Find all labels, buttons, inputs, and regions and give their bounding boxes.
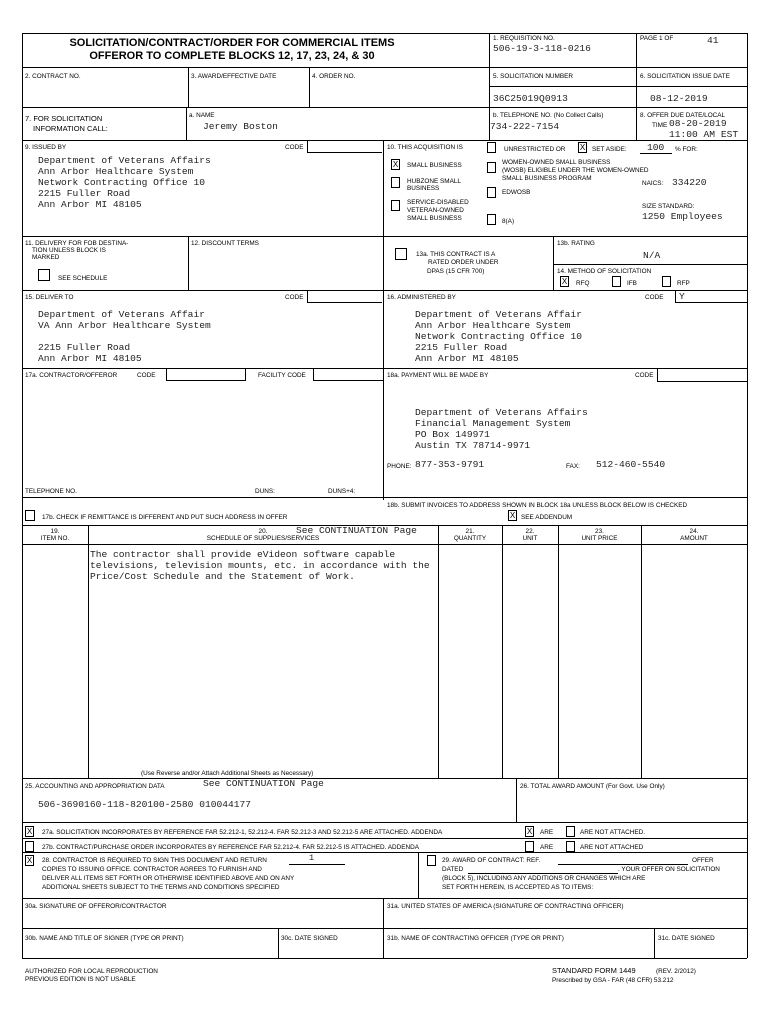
- col-unit-price: UNIT PRICE: [581, 535, 618, 542]
- payment-phone-value: 877-353-9791: [415, 459, 485, 470]
- col-quantity: QUANTITY: [453, 535, 487, 542]
- 27a-are-not-label: ARE NOT ATTACHED.: [580, 829, 645, 836]
- set-aside-checkbox[interactable]: X: [579, 143, 586, 152]
- name-value[interactable]: Jeremy Boston: [203, 121, 278, 132]
- co-date-label: 31c. DATE SIGNED: [658, 935, 715, 942]
- issued-by-line-3: Network Contracting Office 10: [38, 177, 205, 188]
- footer-previous-edition: PREVIOUS EDITION IS NOT USABLE: [25, 976, 136, 983]
- 27b-checkbox[interactable]: [25, 841, 34, 852]
- payment-fax-label: FAX:: [566, 463, 580, 470]
- 28-line-2: COPIES TO ISSUING OFFICE. CONTRACTOR AGREES TO FURNISH AND: [42, 866, 262, 873]
- col-unit-num: 22.: [525, 528, 535, 535]
- item-description-line-1: The contractor shall provide eVideon software capable: [90, 549, 396, 560]
- col-unit-price-num: 23.: [595, 528, 604, 535]
- deliver-to-line-5: Ann Arbor MI 48105: [38, 353, 142, 364]
- set-aside-percent[interactable]: 100: [647, 142, 665, 153]
- set-aside-label: SET ASIDE:: [592, 146, 627, 153]
- rfp-label: RFP: [677, 280, 690, 287]
- rfp-checkbox[interactable]: [662, 276, 671, 287]
- 28-line-4: ADDITIONAL SHEETS SUBJECT TO THE TERMS AND CONDITIONS SPECIFIED: [42, 884, 280, 891]
- rated-order-label-2: RATED ORDER UNDER: [428, 259, 499, 266]
- wosb-label-1: WOMEN-OWNED SMALL BUSINESS: [502, 159, 611, 166]
- contractor-label: 17a. CONTRACTOR/OFFEROR: [25, 372, 118, 379]
- administered-by-line-1: Department of Veterans Affair: [415, 309, 582, 320]
- small-business-label: SMALL BUSINESS: [407, 162, 462, 169]
- 29-line-2: . YOUR OFFER ON SOLICITATION: [618, 866, 720, 873]
- item-description-line-2: televisions, television mounts, etc. in accordance with the: [90, 560, 430, 571]
- payment-line-4: Austin TX 78714-9971: [415, 440, 531, 451]
- col-quantity-num: 21.: [465, 528, 475, 535]
- sdvosb-label-1: SERVICE-DISABLED: [407, 199, 469, 206]
- 27b-are-not-label: ARE NOT ATTACHED: [580, 844, 644, 851]
- signature-co-label: 31a. UNITED STATES OF AMERICA (SIGNATURE OF CONTRACTING OFFICER): [387, 903, 624, 910]
- form-title-line-1: SOLICITATION/CONTRACT/ORDER FOR COMMERCIAL ITEMS: [69, 37, 395, 49]
- signer-name-label: 30b. NAME AND TITLE OF SIGNER (TYPE OR PRINT): [25, 935, 184, 942]
- item-description-line-3: Price/Cost Schedule and the Statement of Work.: [90, 571, 355, 582]
- 29-line-4: SET FORTH HEREIN, IS ACCEPTED AS TO ITEMS:: [442, 884, 594, 891]
- see-addendum-label: SEE ADDENDUM: [521, 514, 573, 521]
- discount-terms-label: 12. DISCOUNT TERMS: [191, 240, 259, 247]
- accounting-continuation-note: See CONTINUATION Page: [203, 778, 324, 789]
- 27a-checkbox[interactable]: X: [26, 827, 33, 836]
- acquisition-label: 10. THIS ACQUISITION IS: [387, 144, 463, 151]
- 28-checkbox[interactable]: X: [26, 856, 33, 865]
- edwosb-label: EDWOSB: [502, 189, 531, 196]
- payment-line-2: Financial Management System: [415, 418, 571, 429]
- offer-due-label: 8. OFFER DUE DATE/LOCAL: [640, 112, 726, 119]
- wosb-label-3: SMALL BUSINESS PROGRAM: [502, 175, 592, 182]
- col-schedule-num: 20.: [258, 528, 268, 535]
- administered-by-line-4: 2215 Fuller Road: [415, 342, 508, 353]
- 27b-text: 27b. CONTRACT/PURCHASE ORDER INCORPORATES BY REFERENCE FAR 52.212-4. FAR 52.212-5 IS ATTACHED. ADDENDA: [42, 844, 420, 851]
- 27a-are-not-checkbox[interactable]: [566, 826, 575, 837]
- rating-value[interactable]: N/A: [643, 250, 661, 261]
- ifb-checkbox[interactable]: [612, 276, 621, 287]
- administered-by-code-value[interactable]: Y: [679, 291, 685, 302]
- deliver-to-label: 15. DELIVER TO: [25, 294, 74, 301]
- 27a-are-label: ARE: [540, 829, 554, 836]
- col-item-no-num: 19.: [50, 528, 60, 535]
- eight-a-checkbox[interactable]: [487, 214, 496, 225]
- facility-code-label: FACILITY CODE: [258, 372, 306, 379]
- co-name-label: 31b. NAME OF CONTRACTING OFFICER (TYPE OR PRINT): [387, 935, 564, 942]
- wosb-label-2: (WOSB) ELIGIBLE UNDER THE WOMEN-OWNED: [502, 167, 649, 174]
- unrestricted-checkbox[interactable]: [487, 142, 496, 153]
- requisition-label: 1. REQUISITION NO.: [493, 35, 555, 42]
- rated-order-checkbox[interactable]: [395, 248, 407, 260]
- hubzone-label-1: HUBZONE SMALL: [407, 178, 461, 185]
- hubzone-checkbox[interactable]: [391, 177, 400, 188]
- eight-a-label: 8(A): [502, 218, 515, 225]
- 27b-are-label: ARE: [540, 844, 554, 851]
- rated-order-label-1: 13a. THIS CONTRACT IS A: [416, 251, 496, 258]
- naics-value[interactable]: 334220: [672, 177, 707, 188]
- 29-dated-label: DATED: [442, 866, 464, 873]
- ifb-label: IFB: [627, 280, 637, 287]
- accounting-label: 25. ACCOUNTING AND APPROPRIATION DATA: [25, 783, 165, 790]
- see-schedule-checkbox[interactable]: [38, 269, 50, 281]
- footer-prescribed: Prescribed by GSA - FAR (48 CFR) 53.212: [552, 977, 674, 984]
- contractor-telephone-label: TELEPHONE NO.: [25, 488, 77, 495]
- sdvosb-label-2: VETERAN-OWNED: [407, 207, 464, 214]
- issued-by-label: 9. ISSUED BY: [25, 144, 67, 151]
- payment-code-label: CODE: [635, 372, 654, 379]
- issue-date-label: 6. SOLICITATION ISSUE DATE: [640, 73, 730, 80]
- 27a-are-checkbox[interactable]: X: [526, 827, 533, 836]
- col-schedule: SCHEDULE OF SUPPLIES/SERVICES: [206, 535, 320, 542]
- edwosb-checkbox[interactable]: [487, 187, 496, 198]
- 27a-text: 27a. SOLICITATION INCORPORATES BY REFERENCE FAR 52.212-1, 52.212-4. FAR 52.212-3 AND 52.212-5 ARE ATTACHED. ADDENDA: [42, 829, 443, 836]
- col-amount: AMOUNT: [680, 535, 708, 542]
- rfq-checkbox[interactable]: X: [561, 277, 568, 286]
- fob-label-1: 11. DELIVERY FOR FOB DESTINA-: [25, 240, 129, 247]
- naics-label: NAICS:: [642, 180, 664, 187]
- page-label: PAGE 1 OF: [640, 35, 674, 42]
- submit-invoices-label: 18b. SUBMIT INVOICES TO ADDRESS SHOWN IN BLOCK 18a UNLESS BLOCK BELOW IS CHECKED: [387, 502, 688, 509]
- payment-fax-value: 512-460-5540: [596, 459, 666, 470]
- col-amount-num: 24.: [689, 528, 699, 535]
- for-info-label-1: 7. FOR SOLICITATION: [25, 114, 103, 123]
- contractor-code-field[interactable]: [166, 369, 246, 381]
- total-award-label: 26. TOTAL AWARD AMOUNT (For Govt. Use Only): [520, 783, 665, 790]
- offer-due-time[interactable]: 11:00 AM EST: [669, 129, 739, 140]
- 27b-are-not-checkbox[interactable]: [566, 841, 575, 852]
- 28-line-1: 28. CONTRACTOR IS REQUIRED TO SIGN THIS DOCUMENT AND RETURN: [42, 857, 267, 864]
- contractor-code-label: CODE: [137, 372, 156, 379]
- administered-by-label: 16. ADMINISTERED BY: [387, 294, 456, 301]
- page-total: 41: [707, 35, 719, 46]
- administered-by-code-label: CODE: [645, 294, 664, 301]
- rating-label: 13b. RATING: [557, 240, 595, 247]
- payment-line-3: PO Box 149971: [415, 429, 490, 440]
- for-info-label-2: INFORMATION CALL:: [33, 124, 108, 133]
- rfq-label: RFQ: [576, 280, 590, 287]
- see-schedule-label: SEE SCHEDULE: [58, 275, 108, 282]
- form-title-line-2: OFFEROR TO COMPLETE BLOCKS 12, 17, 23, 24, & 30: [89, 50, 375, 62]
- percent-for-label: % FOR:: [675, 146, 698, 153]
- size-standard-value[interactable]: 1250 Employees: [642, 211, 723, 222]
- issued-by-line-2: Ann Arbor Healthcare System: [38, 166, 194, 177]
- method-label: 14. METHOD OF SOLICITATION: [557, 268, 652, 275]
- administered-by-line-3: Network Contracting Office 10: [415, 331, 582, 342]
- telephone-label: b. TELEPHONE NO. (No Collect Calls): [493, 112, 604, 119]
- 29-offer-label: OFFER: [692, 857, 714, 864]
- issued-by-line-5: Ann Arbor MI 48105: [38, 199, 142, 210]
- remittance-checkbox[interactable]: [25, 510, 35, 521]
- col-item-no: ITEM NO.: [40, 535, 70, 542]
- order-no-label: 4. ORDER NO.: [312, 73, 356, 80]
- issued-by-line-4: 2215 Fuller Road: [38, 188, 131, 199]
- duns-label: DUNS:: [255, 488, 275, 495]
- fob-label-3: MARKED: [32, 254, 60, 261]
- duns4-label: DUNS+4:: [328, 488, 356, 495]
- signature-offeror-label: 30a. SIGNATURE OF OFFEROR/CONTRACTOR: [25, 903, 167, 910]
- deliver-to-line-4: 2215 Fuller Road: [38, 342, 131, 353]
- unrestricted-label: UNRESTRICTED OR: [504, 146, 566, 153]
- name-label: a. NAME: [189, 112, 215, 119]
- deliver-to-line-1: Department of Veterans Affair: [38, 309, 205, 320]
- deliver-to-code-label: CODE: [285, 294, 304, 301]
- contract-no-label: 2. CONTRACT NO.: [25, 73, 81, 80]
- award-date-label: 3. AWARD/EFFECTIVE DATE: [191, 73, 277, 80]
- signer-date-label: 30c. DATE SIGNED: [281, 935, 338, 942]
- administered-by-line-2: Ann Arbor Healthcare System: [415, 320, 571, 331]
- footer-revision: (REV. 2/2012): [656, 968, 696, 975]
- issued-by-line-1: Department of Veterans Affairs: [38, 155, 211, 166]
- issued-by-code-label: CODE: [285, 144, 304, 151]
- schedule-continuation-note: See CONTINUATION Page: [296, 525, 417, 536]
- sdvosb-checkbox[interactable]: [391, 200, 400, 211]
- hubzone-label-2: BUSINESS: [407, 185, 440, 192]
- footer-form-number: STANDARD FORM 1449: [552, 966, 636, 975]
- wosb-checkbox[interactable]: [487, 162, 496, 173]
- size-standard-label: SIZE STANDARD:: [642, 203, 695, 210]
- offer-due-time-label: TIME: [652, 122, 668, 129]
- fob-label-2: TION UNLESS BLOCK IS: [32, 247, 106, 254]
- 28-copies-value[interactable]: 1: [309, 853, 315, 863]
- facility-code-field[interactable]: [313, 369, 383, 381]
- solicitation-no-label: 5. SOLICITATION NUMBER: [493, 73, 574, 80]
- payment-label: 18a. PAYMENT WILL BE MADE BY: [387, 372, 489, 379]
- 29-line-3: (BLOCK 5), INCLUDING ANY ADDITIONS OR CHANGES WHICH ARE: [442, 875, 646, 882]
- col-unit: UNIT: [522, 535, 538, 542]
- 28-line-3: DELIVER ALL ITEMS SET FORTH OR OTHERWISE IDENTIFIED ABOVE AND ON ANY: [42, 875, 295, 882]
- footer-reproduction: AUTHORIZED FOR LOCAL REPRODUCTION: [25, 968, 158, 975]
- rated-order-label-3: DPAS (15 CFR 700): [427, 268, 485, 275]
- payment-line-1: Department of Veterans Affairs: [415, 407, 588, 418]
- solicitation-no-value[interactable]: 36C25019Q0913: [493, 93, 568, 104]
- sdvosb-label-3: SMALL BUSINESS: [407, 215, 462, 222]
- accounting-value[interactable]: 506-3690160-118-820100-2580 010044177: [38, 799, 252, 810]
- deliver-to-line-2: VA Ann Arbor Healthcare System: [38, 320, 211, 331]
- issue-date-value[interactable]: 08-12-2019: [650, 93, 708, 104]
- 29-checkbox[interactable]: [427, 855, 436, 866]
- 29-line-1: 29. AWARD OF CONTRACT: REF.: [442, 857, 541, 864]
- small-business-checkbox[interactable]: X: [392, 160, 399, 169]
- reverse-note: (Use Reverse and/or Attach Additional Sheets as Necessary): [141, 770, 314, 777]
- remittance-label: 17b. CHECK IF REMITTANCE IS DIFFERENT AND PUT SUCH ADDRESS IN OFFER: [42, 514, 288, 521]
- payment-phone-label: PHONE:: [387, 463, 412, 470]
- requisition-value[interactable]: 506-19-3-118-0216: [493, 43, 591, 54]
- 27b-are-checkbox[interactable]: [525, 841, 534, 852]
- telephone-value[interactable]: 734-222-7154: [490, 121, 560, 132]
- see-addendum-checkbox[interactable]: X: [509, 511, 516, 520]
- offer-due-date[interactable]: 08-20-2019: [669, 118, 727, 129]
- administered-by-line-5: Ann Arbor MI 48105: [415, 353, 519, 364]
